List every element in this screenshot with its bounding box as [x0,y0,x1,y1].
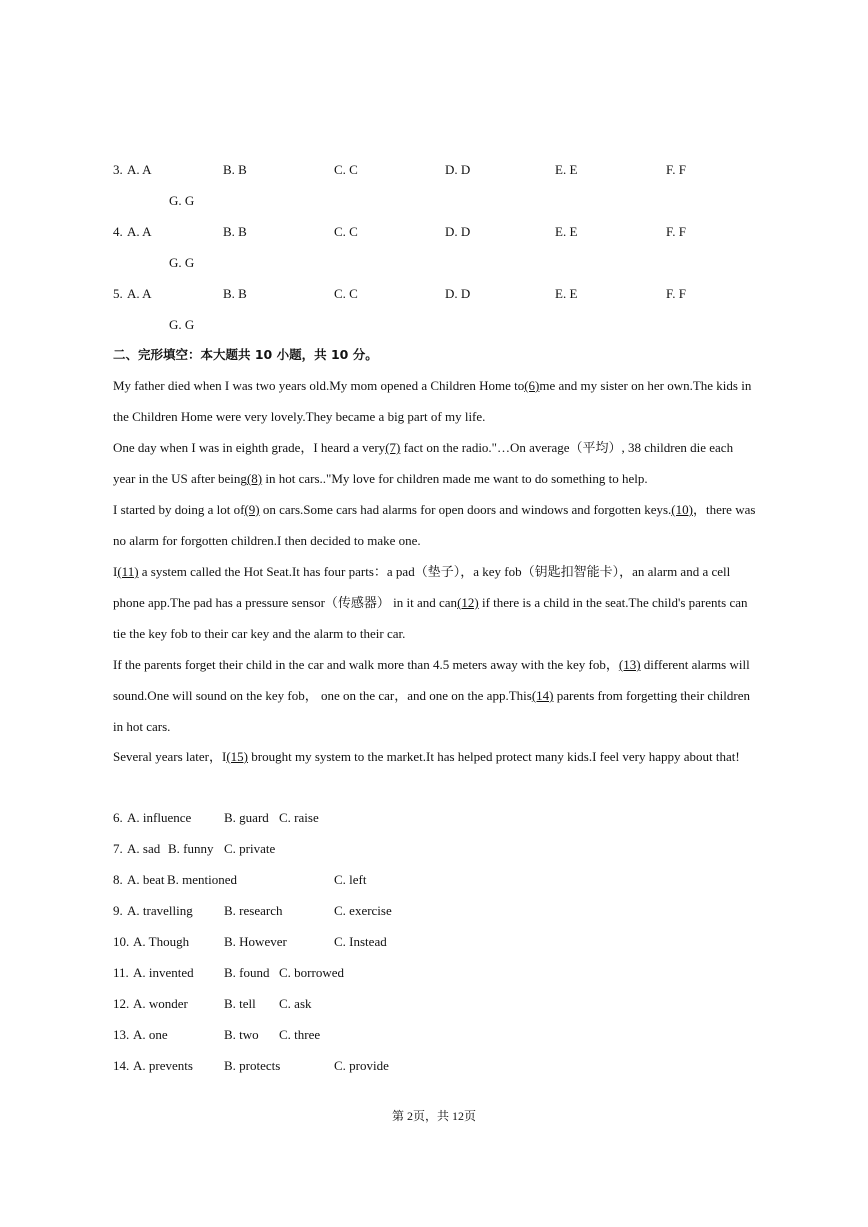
blank-number: (15) [226,749,249,764]
option: F. F [666,224,686,239]
option: C. C [334,224,358,239]
option: F. F [666,286,686,301]
option-b: B. found [224,965,270,980]
option-c: C. exercise [334,903,392,918]
option: G. G [169,255,195,270]
passage-text: me and my sister on her own.The kids in the Children Home were very lovely.They became a big part of my life. [113,378,752,424]
option-c: C. borrowed [279,965,344,980]
option-a: A. sad [127,841,161,856]
question-row [113,810,763,826]
option-a: A. invented [133,965,194,980]
question-number: 10. [113,934,130,949]
option: E. E [555,224,578,239]
option: C. C [334,286,358,301]
question-number: 13. [113,1027,130,1042]
question-number: 4. [113,224,123,239]
option: D. D [445,286,471,301]
option-b: B. funny [168,841,214,856]
option: D. D [445,224,471,239]
option-a: A. wonder [133,996,188,1011]
option: F. F [666,162,686,177]
option-c: C. three [279,1027,321,1042]
option-b: B. tell [224,996,256,1011]
option: E. E [555,286,578,301]
option: A. A [127,286,152,301]
blank-number: (14) [531,688,554,703]
option-b: B. research [224,903,283,918]
question-number: 5. [113,286,123,301]
blank-number: (11) [117,564,139,579]
question-row [113,872,763,888]
option: E. E [555,162,578,177]
passage-paragraph [113,741,758,772]
passage-paragraph [113,494,758,556]
option: D. D [445,162,471,177]
passage-text: If the parents forget their child in the car and walk more than 4.5 meters away with the key fob， [113,657,619,672]
passage-text: Several years later，I [113,749,227,764]
blank-number: (9) [244,502,260,517]
passage-text: if there is a child in the seat.The child's parents can tie the key fob to their car key and the alarm to their car. [113,595,748,641]
question-number: 9. [113,903,123,918]
option: G. G [169,317,195,332]
option-b: B. However [224,934,287,949]
option: B. B [223,224,247,239]
option-a: A. prevents [133,1058,193,1073]
option: A. A [127,224,152,239]
section-heading: 二、完形填空：本大题共 10 小题，共 10 分。 [113,347,378,362]
question-number: 8. [113,872,123,887]
blank-number: (10) [671,502,693,517]
option-c: C. private [224,841,276,856]
passage-paragraph [113,370,758,432]
option-a: A. Though [133,934,190,949]
passage-text: on cars.Some cars had alarms for open doors and windows and forgotten keys. [259,502,672,517]
option-a: A. influence [127,810,192,825]
passage-paragraph [113,432,758,494]
option: B. B [223,162,247,177]
question-number: 11. [113,965,129,980]
option: G. G [169,193,195,208]
answer-row-3 [113,162,763,178]
passage-text: different alarms will sound.One will sound on the key fob， one on the car，and one on the app.This [113,657,750,703]
question-number: 6. [113,810,123,825]
option-b: B. protects [224,1058,281,1073]
question-row [113,934,763,950]
question-number: 7. [113,841,123,856]
passage-text: a system called the Hot Seat.It has four parts：a pad（垫子），a key fob（钥匙扣智能卡），an alarm and a cell phone app.The pad has a pressure sensor（传感器） in it and can [113,564,731,610]
passage-text: My father died when I was two years old.My mom opened a Children Home to [113,378,525,393]
page-footer: 第 2页，共 12页 [391,1109,476,1123]
passage-text: I [113,564,118,579]
option-b: B. two [224,1027,259,1042]
passage-text: ，there was no alarm for forgotten children.I then decided to make one. [113,502,756,548]
option: B. B [223,286,247,301]
option-c: C. ask [279,996,312,1011]
question-row [113,965,763,981]
option-a: A. one [133,1027,168,1042]
option: A. A [127,162,152,177]
option: C. C [334,162,358,177]
option-c: C. Instead [334,934,387,949]
option-c: C. provide [334,1058,389,1073]
blank-number: (12) [457,595,479,610]
blank-number: (6) [524,378,540,393]
answer-row-4 [113,224,763,240]
question-number: 12. [113,996,130,1011]
passage-text: in hot cars.."My love for children made me want to do something to help. [262,471,648,486]
question-row [113,1027,763,1043]
option-c: C. left [334,872,367,887]
option-b: B. guard [224,810,269,825]
passage-paragraph [113,649,758,742]
option-c: C. raise [279,810,319,825]
passage-paragraph [113,556,758,649]
passage-text: brought my system to the market.It has helped protect many kids.I feel very happy about that! [248,749,740,764]
passage-text: parents from forgetting their children in hot cars. [113,688,750,734]
answer-row-5 [113,286,763,302]
question-row [113,903,763,919]
passage-text: fact on the radio."…On average（平均）, 38 children die each year in the US after being [113,440,734,486]
option-a: A. travelling [127,903,193,918]
question-number: 3. [113,162,123,177]
passage-text: One day when I was in eighth grade，I heard a very [113,440,386,455]
option-a: A. beat [127,872,165,887]
passage-text: I started by doing a lot of [113,502,245,517]
blank-number: (13) [618,657,641,672]
question-row [113,841,763,857]
option-b: B. mentioned [167,872,238,887]
blank-number: (7) [385,440,401,455]
question-row [113,996,763,1012]
question-number: 14. [113,1058,130,1073]
question-row [113,1058,763,1074]
blank-number: (8) [246,471,263,486]
